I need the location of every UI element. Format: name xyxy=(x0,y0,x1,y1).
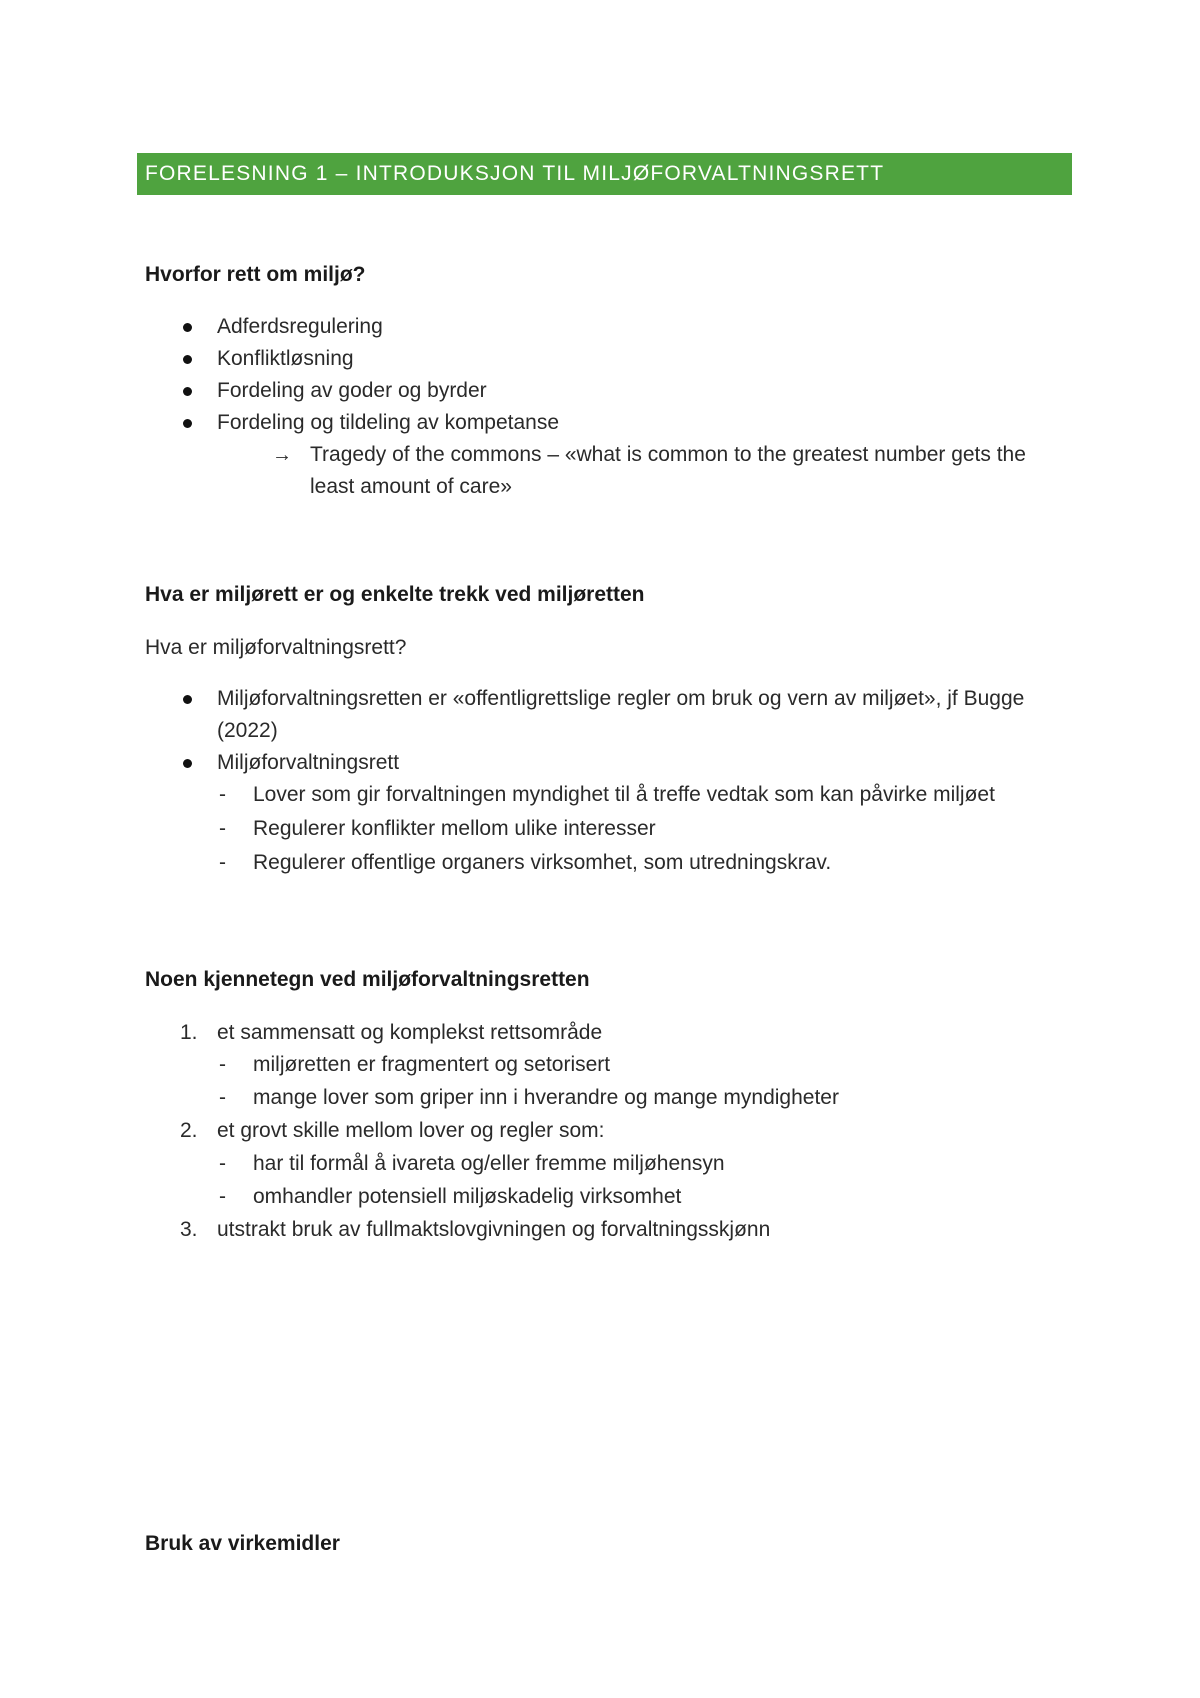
section-heading-characteristics: Noen kjennetegn ved miljøforvaltningsretten xyxy=(145,968,590,991)
dash-marker: - xyxy=(219,783,226,806)
list-number: 1. xyxy=(180,1021,198,1044)
section-heading-instruments: Bruk av virkemidler xyxy=(145,1532,340,1555)
list-item-text: mange lover som griper inn i hverandre og mange myndigheter xyxy=(253,1086,839,1109)
list-item xyxy=(0,343,1200,375)
list-item-text: Fordeling og tildeling av kompetanse xyxy=(217,411,560,434)
list-item-text: Adferdsregulering xyxy=(217,315,383,338)
list-number: 2. xyxy=(180,1119,198,1142)
numbered-list-item xyxy=(0,1017,1200,1049)
bullet-icon xyxy=(183,355,192,364)
bullet-icon xyxy=(183,759,192,768)
list-item-text: Regulerer konflikter mellom ulike interesser xyxy=(253,817,656,840)
list-item xyxy=(0,407,1200,439)
list-item-text: utstrakt bruk av fullmaktslovgivningen og forvaltningsskjønn xyxy=(217,1218,771,1241)
dash-marker: - xyxy=(219,817,226,840)
list-subitem xyxy=(0,813,1200,845)
list-item-text: et sammensatt og komplekst rettsområde xyxy=(217,1021,603,1044)
list-item-text: miljøretten er fragmentert og setorisert xyxy=(253,1053,611,1076)
characteristics-numbered-list xyxy=(0,1017,1200,1246)
arrow-right-icon: → xyxy=(272,444,292,466)
list-item-text: omhandler potensiell miljøskadelig virksomhet xyxy=(253,1185,682,1208)
section-heading-why-law: Hvorfor rett om miljø? xyxy=(145,263,366,286)
list-item-text: Lover som gir forvaltningen myndighet til å treffe vedtak som kan påvirke miljøet xyxy=(253,783,995,806)
dash-marker: - xyxy=(219,851,226,874)
list-item-text: Miljøforvaltningsrett xyxy=(217,751,400,774)
list-subitem xyxy=(0,847,1200,879)
list-item-text: har til formål å ivareta og/eller fremme miljøhensyn xyxy=(253,1152,725,1175)
numbered-list-item xyxy=(0,1115,1200,1147)
list-item-text: Tragedy of the commons – «what is common to the greatest number gets the least amount of care» xyxy=(310,443,1026,498)
list-subitem xyxy=(0,1082,1200,1114)
bullet-icon xyxy=(183,323,192,332)
section-heading-what-is: Hva er miljørett er og enkelte trekk ved miljøretten xyxy=(145,583,645,606)
list-item xyxy=(0,375,1200,407)
bullet-icon xyxy=(183,387,192,396)
dash-marker: - xyxy=(219,1152,226,1175)
bullet-icon xyxy=(183,695,192,704)
list-item xyxy=(0,747,1200,779)
document-title-banner: FORELESNING 1 – INTRODUKSJON TIL MILJØFORVALTNINGSRETT xyxy=(137,153,1072,195)
dash-marker: - xyxy=(219,1053,226,1076)
list-item-text: Konfliktløsning xyxy=(217,347,354,370)
list-item-text: Fordeling av goder og byrder xyxy=(217,379,487,402)
list-subitem xyxy=(0,1049,1200,1081)
section-question: Hva er miljøforvaltningsrett? xyxy=(145,636,407,659)
list-item-text: Miljøforvaltningsretten er «offentligrettslige regler om bruk og vern av miljøet», jf Bugge (2022) xyxy=(217,687,1025,742)
list-item-text: Regulerer offentlige organers virksomhet, som utredningskrav. xyxy=(253,851,832,874)
dash-marker: - xyxy=(219,1086,226,1109)
why-law-bullet-list xyxy=(0,311,1200,503)
dash-marker: - xyxy=(219,1185,226,1208)
list-item-text: et grovt skille mellom lover og regler som: xyxy=(217,1119,605,1142)
bullet-icon xyxy=(183,419,192,428)
list-item xyxy=(0,311,1200,343)
numbered-list-item xyxy=(0,1214,1200,1246)
list-subitem xyxy=(0,1148,1200,1180)
definition-list xyxy=(0,683,1200,879)
list-item-arrow xyxy=(0,439,1200,503)
list-number: 3. xyxy=(180,1218,198,1241)
list-item xyxy=(0,683,1200,747)
list-subitem xyxy=(0,1181,1200,1213)
list-subitem xyxy=(0,779,1200,811)
